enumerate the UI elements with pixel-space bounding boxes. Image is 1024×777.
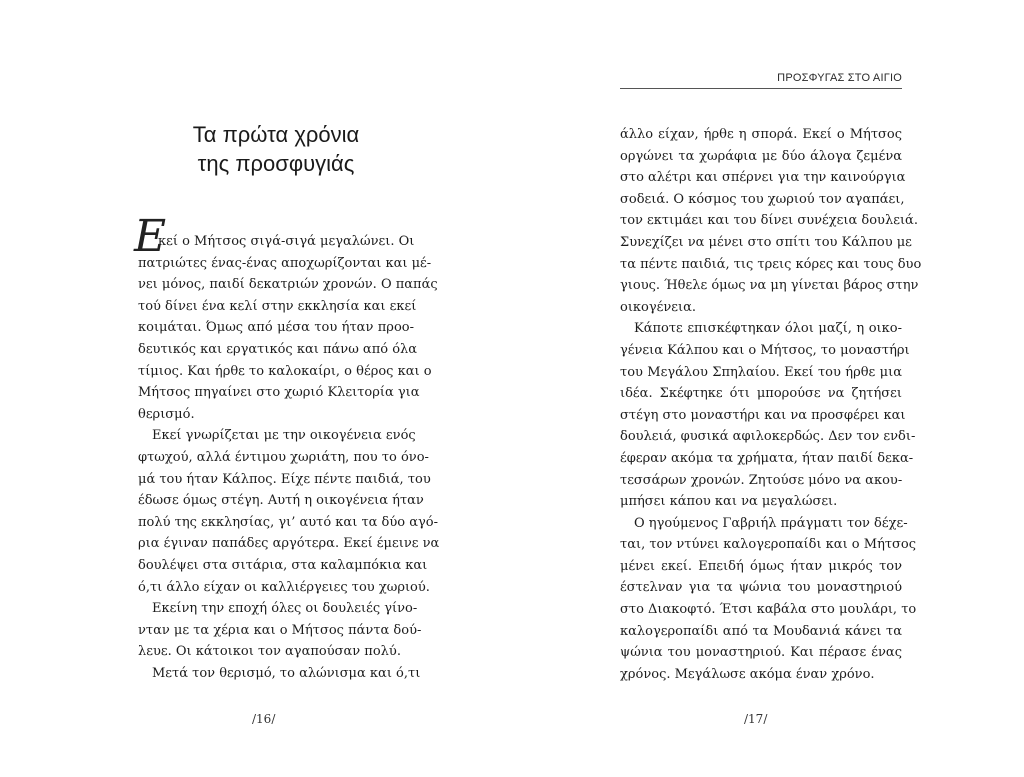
text-line: τα πέντε παιδιά, τις τρεις κόρες και τους δυο — [620, 256, 922, 272]
text-line: τεσσάρων χρονών. Ζητούσε μόνο να ακου- — [620, 472, 903, 488]
running-header: ΠΡΟΣΦΥΓΑΣ ΣΤΟ ΑΙΓΙΟ — [620, 72, 902, 89]
text-line: Κάποτε επισκέφτηκαν όλοι μαζί, η οικο- — [634, 321, 902, 337]
text-line: ται, τον ντύνει καλογεροπαίδι και ο Μήτσος — [620, 537, 917, 553]
text-line: θερισμό. — [138, 406, 195, 422]
text-line: στέγη στο μοναστήρι και να προσφέρει και — [620, 407, 906, 423]
page-number-right: /17/ — [744, 712, 768, 726]
text-line: τού δίνει ένα κελί στην εκκλησία και εκεί — [138, 298, 417, 314]
drop-cap: Ε — [134, 211, 167, 262]
text-line: μπήσει κάπου και να μεγαλώσει. — [620, 494, 838, 510]
text-line: Ο ηγούμενος Γαβριήλ πράγματι τον δέχε- — [634, 515, 908, 531]
text-line: Συνεχίζει να μένει στο σπίτι του Κάλπου με — [620, 234, 912, 250]
text-line: μά του ήταν Κάλπος. Είχε πέντε παιδιά, του — [138, 471, 431, 487]
text-line: οικογένεια. — [620, 299, 697, 315]
text-line: τον εκτιμάει και του δίνει συνέχεια δουλειά. — [620, 213, 918, 229]
text-line: ιδέα. Σκέφτηκε ότι μπορούσε να ζητήσει — [620, 386, 902, 402]
text-line: ψώνια του μοναστηριού. Και πέρασε ένας — [620, 645, 902, 661]
text-line: έφεραν ακόμα τα χρήματα, ήταν παιδί δεκα- — [620, 450, 914, 466]
text-line: δουλέψει στα σιτάρια, στα καλαμπόκια και — [138, 557, 428, 573]
text-line: νταν με τα χέρια και ο Μήτσος πάντα δού- — [138, 622, 422, 638]
text-line: του Μεγάλου Σπηλαίου. Εκεί του ήρθε μια — [620, 364, 902, 380]
chapter-title-line-2: της προσφυγιάς — [197, 151, 355, 176]
left-body-text — [134, 211, 440, 684]
right-page — [512, 0, 1024, 777]
text-line: ρια έγιναν παπάδες αργότερα. Εκεί έμεινε να — [138, 536, 440, 552]
text-line: ό,τι άλλο είχαν οι καλλιέργειες του χωριού. — [138, 579, 430, 595]
chapter-title — [138, 120, 414, 178]
text-line: κοιμάται. Όμως από μέσα του ήταν προο- — [138, 320, 414, 336]
text-line: οργώνει τα χωράφια με δύο άλογα ζεμένα — [620, 148, 902, 164]
text-line: τίμιος. Και ήρθε το καλοκαίρι, ο θέρος και ο — [138, 363, 432, 379]
right-body-text — [620, 124, 922, 685]
text-line: έστελναν για τα ψώνια του μοναστηριού — [620, 580, 902, 596]
text-line: νει μόνος, παιδί δεκατριών χρονών. Ο παπάς — [138, 277, 438, 293]
text-line: δουλειά, φυσικά αφιλοκερδώς. Δεν τον ενδι- — [620, 429, 916, 445]
text-line: χρόνος. Μεγάλωσε ακόμα έναν χρόνο. — [620, 666, 875, 682]
text-line: λευε. Οι κάτοικοι τον αγαπούσαν πολύ. — [138, 644, 401, 660]
text-line: στο αλέτρι και σπέρνει για την καινούργια — [620, 170, 906, 186]
text-line: πατριώτες ένας-ένας αποχωρίζονται και μέ- — [138, 255, 432, 271]
text-line: στο Διακοφτό. Έτσι καβάλα στο μουλάρι, το — [620, 602, 917, 618]
text-line: κεί ο Μήτσος σιγά-σιγά μεγαλώνει. Οι — [158, 234, 415, 249]
text-line: Μήτσος πηγαίνει στο χωριό Κλειτορία για — [138, 385, 420, 401]
text-line: πολύ της εκκλησίας, γι’ αυτό και τα δύο αγό- — [138, 514, 439, 530]
text-line: άλλο είχαν, ήρθε η σπορά. Εκεί ο Μήτσος — [620, 127, 902, 142]
text-line: καλογεροπαίδι από τα Μουδανιά κάνει τα — [620, 623, 902, 639]
text-line: σοδειά. Ο κόσμος του χωριού τον αγαπάει, — [620, 191, 905, 207]
text-line: γένεια Κάλπου και ο Μήτσος, το μοναστήρι — [620, 342, 910, 358]
text-line: Εκεί γνωρίζεται με την οικογένεια ενός — [152, 428, 416, 444]
text-line: γιους. Ήθελε όμως να μη γίνεται βάρος στην — [620, 278, 919, 294]
text-line: μένει εκεί. Επειδή όμως ήταν μικρός τον — [620, 558, 902, 574]
text-line: φτωχού, αλλά έντιμου χωριάτη, που το όνο- — [138, 449, 429, 465]
text-line: δευτικός και εργατικός και πάνω από όλα — [138, 341, 418, 357]
text-line: έδωσε όμως στέγη. Αυτή η οικογένεια ήταν — [138, 493, 424, 509]
text-line: Μετά τον θερισμό, το αλώνισμα και ό,τι — [152, 665, 421, 681]
chapter-title-line-1: Τα πρώτα χρόνια — [192, 122, 360, 147]
page-number-left: /16/ — [252, 712, 276, 726]
text-line: Εκείνη την εποχή όλες οι δουλειές γίνο- — [152, 601, 418, 617]
